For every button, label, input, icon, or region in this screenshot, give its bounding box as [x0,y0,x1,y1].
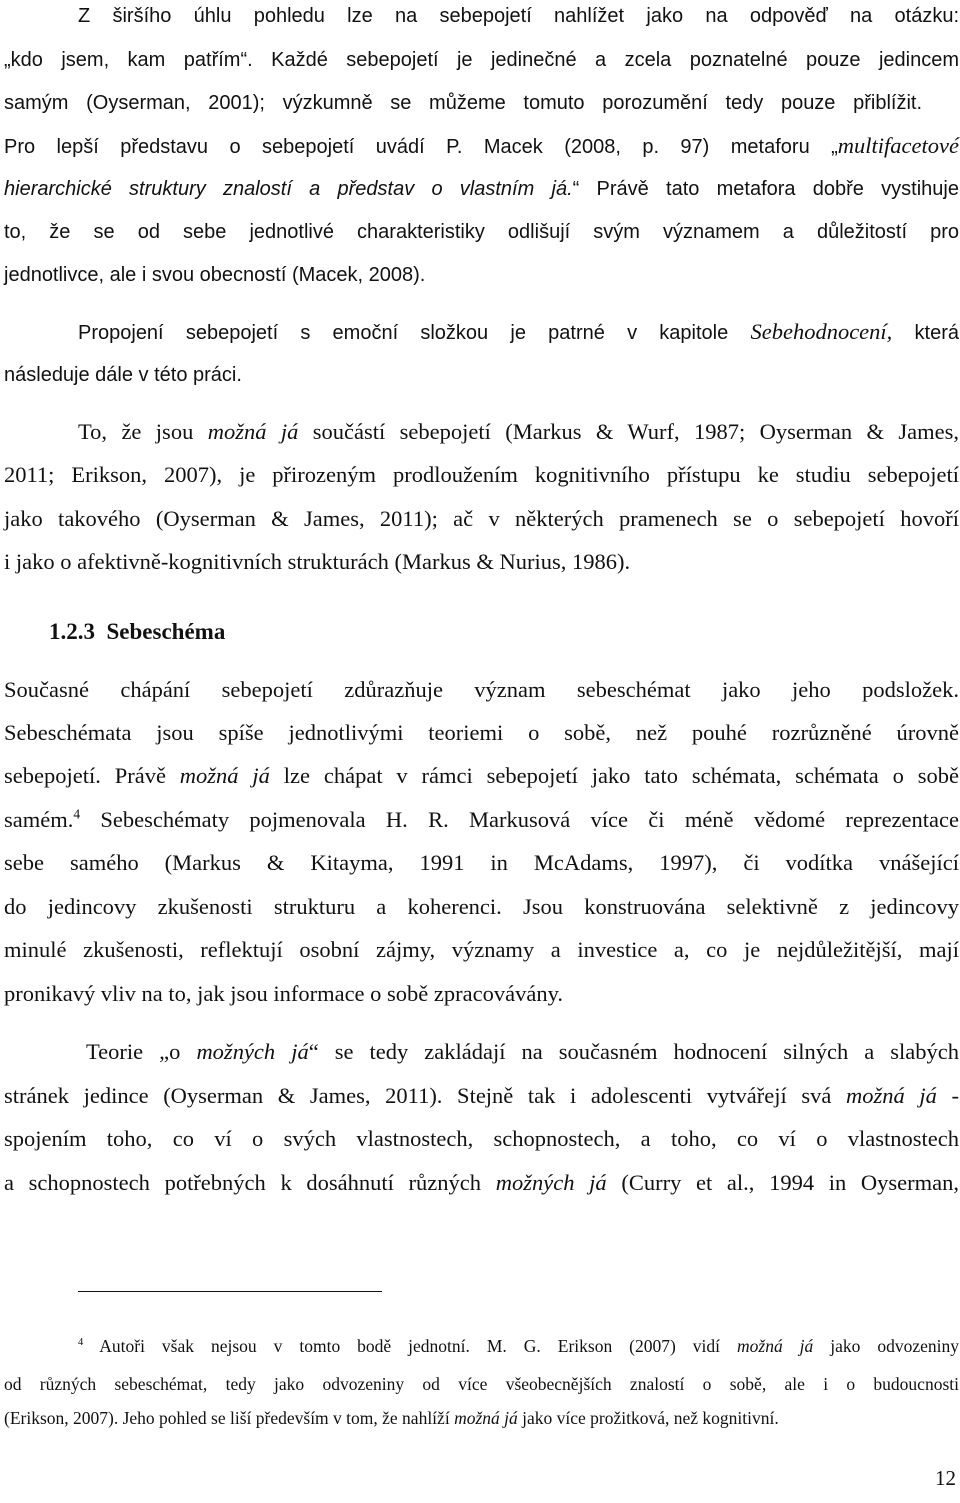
italic-term: možných já [196,1039,309,1064]
italic-term: možná já [737,1336,814,1356]
paragraph-line: „kdo jsem, kam patřím“. Každé sebepojetí je jedinečné a zcela poznatelné pouze jedincem [4,49,959,71]
paragraph-line: i jako o afektivně-kognitivních strukturách (Markus & Nurius, 1986). [4,549,631,574]
paragraph-line: do jedincovy zkušenosti strukturu a koherenci. Jsou konstruována selektivně z jedincovy [4,894,959,919]
paragraph-line: sebe samého (Markus & Kitayma, 1991 in McAdams, 1997), či vodítka vnášející [4,850,959,875]
paragraph-line: Sebeschémata jsou spíše jednotlivými teoriemi o sobě, než pouhé rozrůzněné úrovně [4,720,959,745]
footnote-line: $^4$ Autoři však nejsou v tomto bodě jednotní. M. G. Erikson (2007) vidí možná já jako odvozeniny [78,1336,960,1356]
paragraph-line: Současné chápání sebepojetí zdůrazňuje význam sebeschémat jako jeho podsložek. [4,677,959,702]
paragraph-line: jako takového (Oyserman & James, 2011); ač v některých pramenech se o sebepojetí hovoří [4,506,959,531]
italic-term: možná já [454,1408,518,1428]
paragraph-line: sebepojetí. Právě možná já lze chápat v rámci sebepojetí jako tato schémata, schémata o sobě [4,763,959,788]
section-number: 1.2.3 [49,619,95,644]
paragraph-line: 2011; Erikson, 2007), je přirozeným prodloužením kognitivního přístupu ke studiu sebepojetí [4,462,959,487]
paragraph-line: spojením toho, co ví o svých vlastnostech, schopnostech, a toho, co ví o vlastnostech [4,1126,959,1151]
paragraph-line: minulé zkušenosti, reflektují osobní zájmy, významy a investice a, co je nejdůležitější, mají [4,937,959,962]
italic-term: možná já [207,419,299,444]
italic-term: Sebehodnocení, [750,319,893,344]
paragraph-line: Teorie „o možných já“ se tedy zakládají na současném hodnocení silných a slabých [86,1039,959,1064]
paragraph-line: pronikavý vliv na to, jak jsou informace o sobě zpracovávány. [4,981,563,1006]
paragraph-line: hierarchické struktury znalostí a představ o vlastním já.“ Právě tato metafora dobře vystihuje [4,178,959,200]
italic-term: možná já [845,1083,937,1108]
page-number: 12 [935,1466,956,1490]
italic-term: multifacetové [837,133,959,158]
footnote-reference[interactable]: 4 [73,806,81,822]
paragraph-line: to, že se od sebe jednotlivé charakteristiky odlišují svým významem a důležitostí pro [4,221,959,243]
footnote-marker: 4 [78,1337,84,1349]
italic-quote: hierarchické struktury znalostí a představ o vlastním já. [4,178,573,200]
section-title: Sebeschéma [106,619,226,644]
paragraph-line: stránek jedince (Oyserman & James, 2011). Stejně tak i adolescenti vytvářejí svá možná já - [4,1083,960,1108]
footnote-line: (Erikson, 2007). Jeho pohled se liší především v tom, že nahlíží možná já jako více prožitková, než kognitivní. [4,1408,779,1428]
paragraph-line: jednotlivce, ale i svou obecností (Macek, 2008). [4,264,426,286]
paragraph-line: samým (Oyserman, 2001); výzkumně se můžeme tomuto porozumění tedy pouze přiblížit. [4,92,922,114]
paragraph-line: Z širšího úhlu pohledu lze na sebepojetí nahlížet jako na odpověď na otázku: [78,5,959,27]
paragraph-line: následuje dále v této práci. [4,364,242,386]
paragraph-line: a schopnostech potřebných k dosáhnutí různých možných já (Curry et al., 1994 in Oyserman, [4,1170,960,1195]
footnote-separator [78,1291,382,1292]
paragraph-line: Propojení sebepojetí s emoční složkou je patrné v kapitole Sebehodnocení, která [78,319,959,344]
paragraph-line: Pro lepší představu o sebepojetí uvádí P. Macek (2008, p. 97) metaforu „multifacetové [4,133,959,158]
section-heading [49,618,649,646]
italic-term: možných já [495,1170,607,1195]
paragraph-line: To, že jsou možná já součástí sebepojetí (Markus & Wurf, 1987; Oyserman & James, [78,419,960,444]
paragraph-line: samém.$^4$ Sebeschématy pojmenovala H. R. Markusová více či méně vědomé reprezentace [4,806,959,832]
footnote-line: od různých sebeschémat, tedy jako odvozeniny od více všeobecnějších znalostí o sobě, ale i o budoucnosti [4,1374,959,1394]
italic-term: možná já [179,763,270,788]
